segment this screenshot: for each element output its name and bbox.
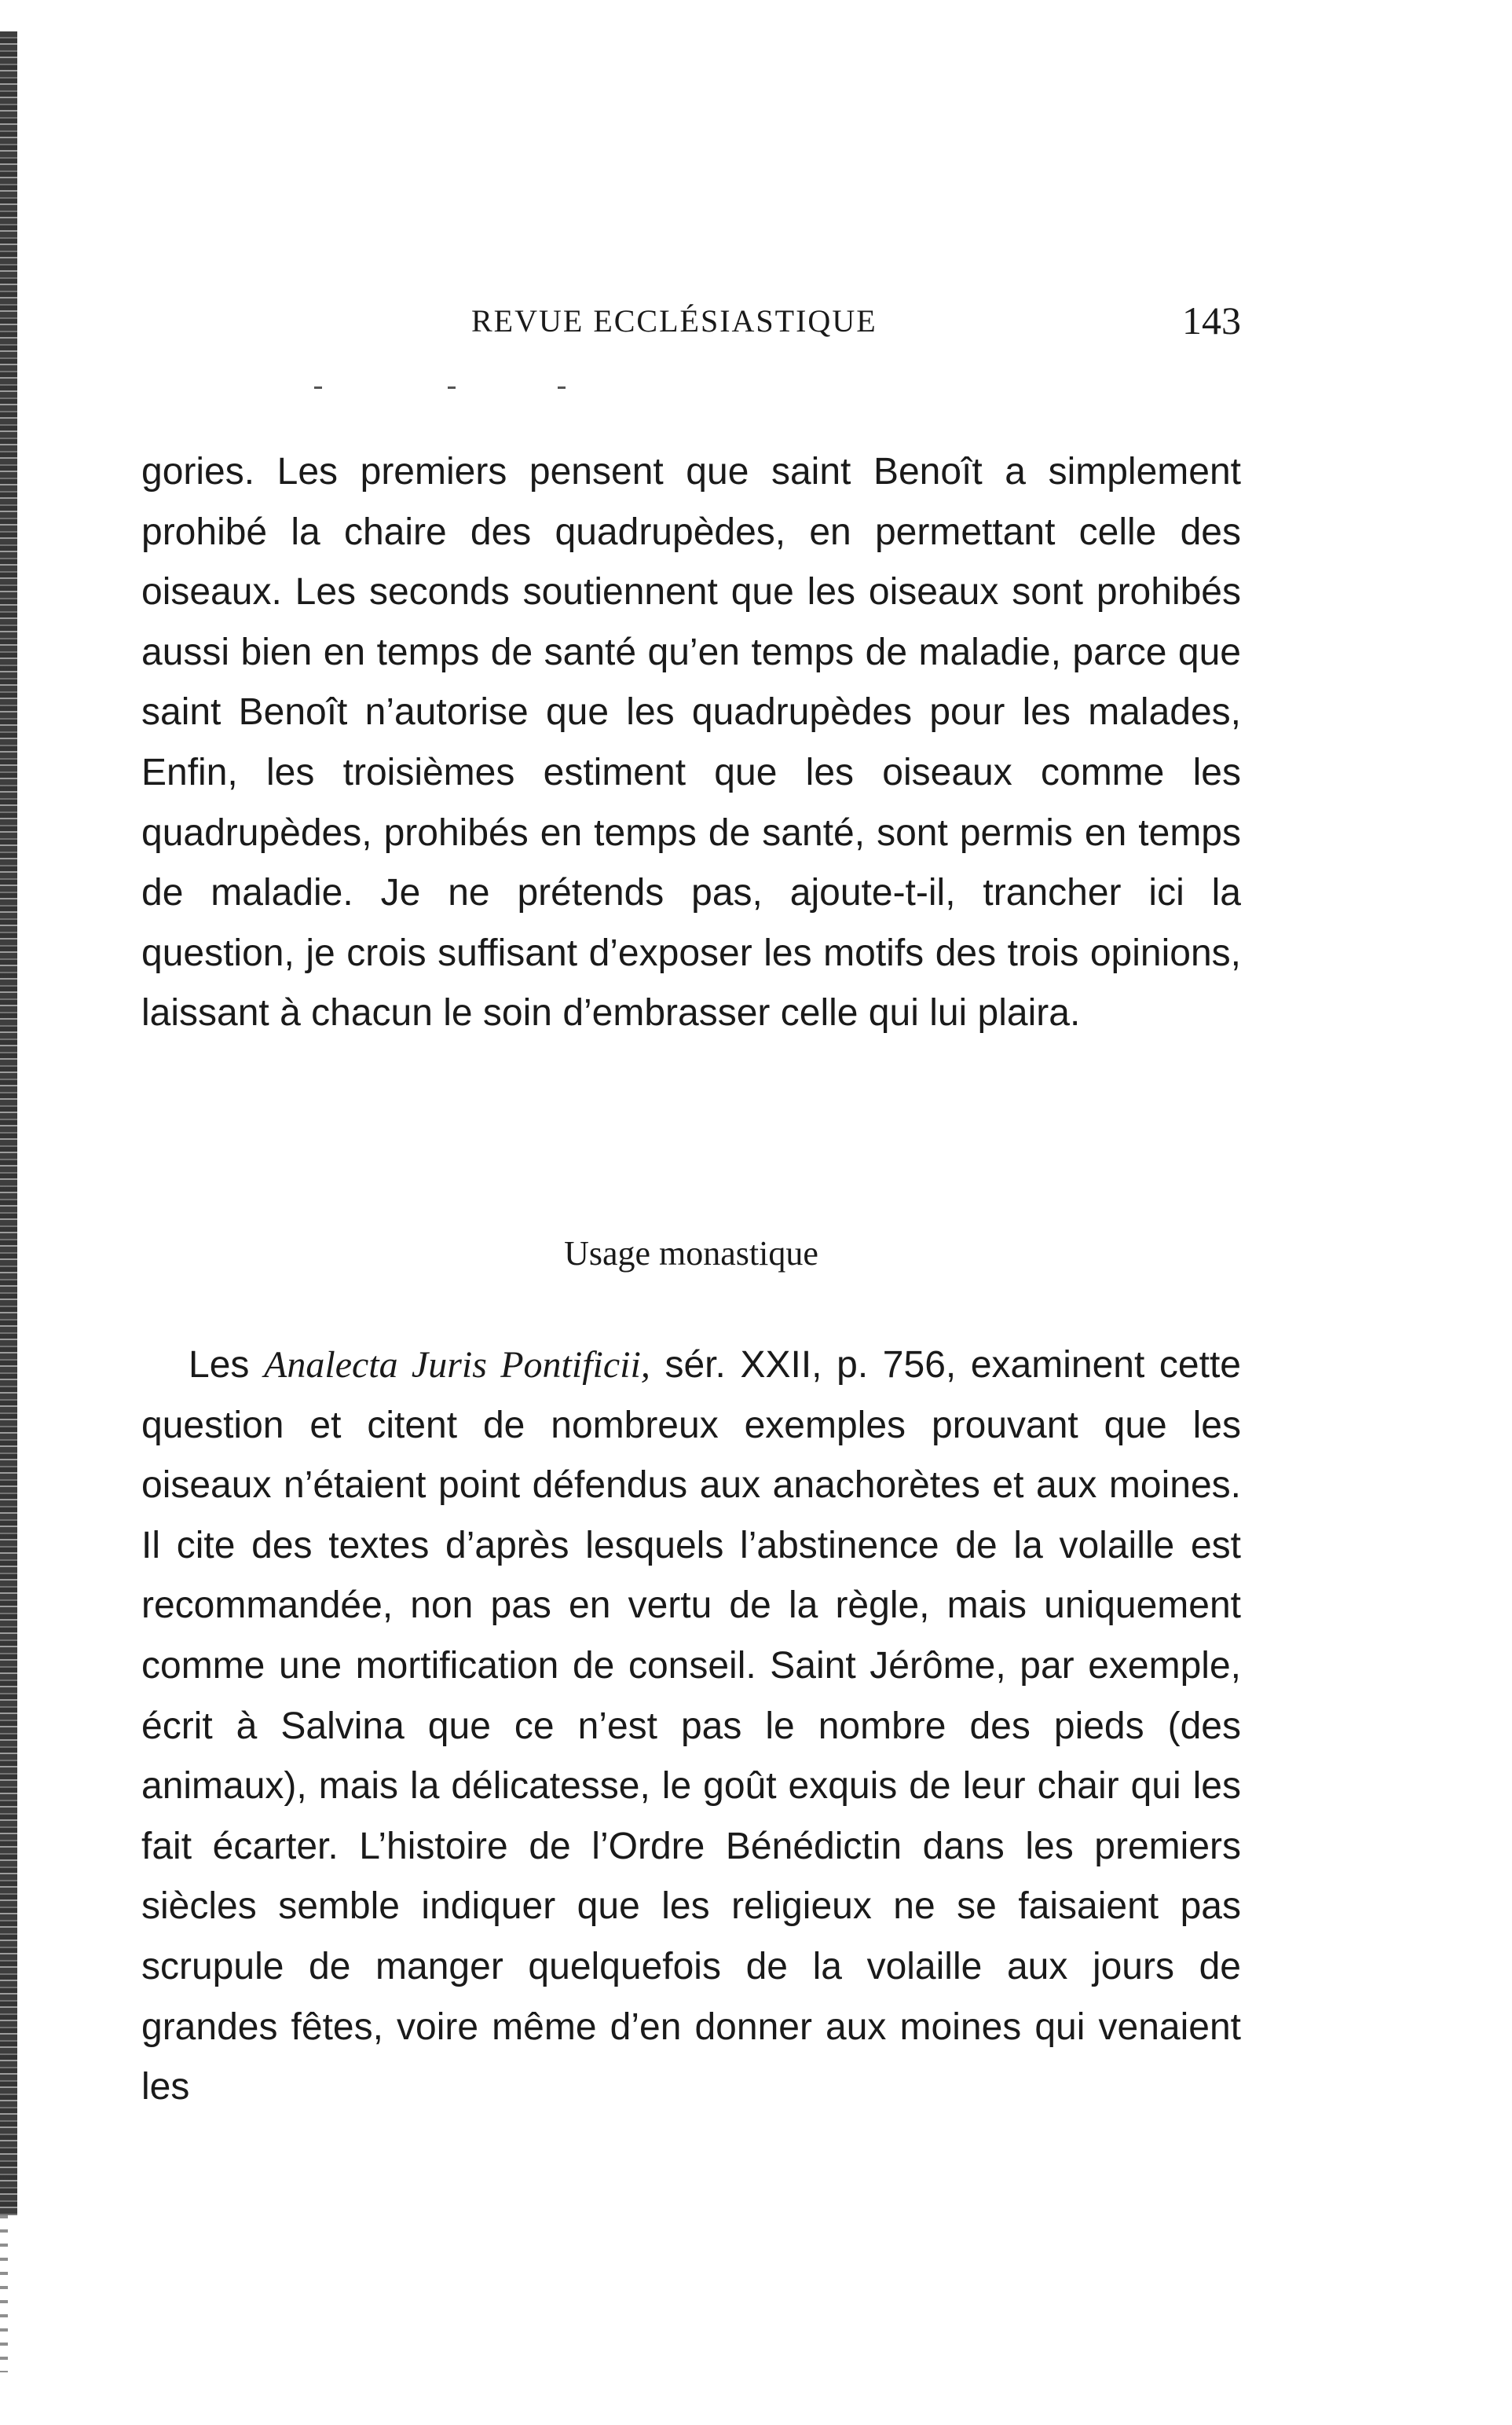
paragraph-continuation: gories. Les premiers pensent que saint Benoît a simplement prohibé la chaire des quadrupèdes, en permettant celle des oiseaux. Les seconds soutiennent que les oiseaux sont prohibés aussi bien en temps de santé qu’en temps de maladie, parce que saint Benoît n’autorise que les quadrupèdes pour les malades, Enfin, les troisièmes estiment que les oiseaux comme les quadrupèdes, prohibés en temps de santé, sont permis en temps de maladie. Je ne prétends pas, ajoute-t-il, trancher ici la question, je crois suffisant d’exposer les motifs des trois opinions, laissant à chacun le soin d’embrasser celle qui lui plaira. — [141, 451, 1241, 1035]
journal-title: Analecta Juris Pontificii, — [264, 1344, 650, 1386]
running-title: REVUE ECCLÉSIASTIQUE — [471, 303, 877, 339]
page-binding-edge-fade — [0, 2215, 8, 2372]
section-heading: Usage monastique — [564, 1234, 818, 1273]
page-number: 143 — [1182, 299, 1241, 343]
print-specks — [314, 386, 628, 391]
paragraph-lead: Les — [189, 1344, 265, 1386]
page-binding-edge — [0, 31, 17, 2215]
page-header — [471, 299, 1241, 350]
paragraph-usage-monastique — [141, 1335, 1241, 2118]
paragraph-body: sér. XXII, p. 756, examinent cette question et citent de nombreux exemples prouvant que les oiseaux n’étaient point défendus aux anachorètes et aux moines. Il cite des textes d’après lesquels l’abstinence de la volaille est recommandée, non pas en vertu de la règle, mais uniquement comme une mortification de conseil. Saint Jérôme, par exemple, écrit à Salvina que ce n’est pas le nombre des pieds (des animaux), mais la délicatesse, le goût exquis de leur chair qui les fait écarter. L’histoire de l’Ordre Bénédictin dans les premiers siècles semble indiquer que les religieux ne se faisaient pas scrupule de manger quelquefois de la volaille aux jours de grandes fêtes, voire même d’en donner aux moines qui venaient les — [141, 1344, 1241, 2108]
